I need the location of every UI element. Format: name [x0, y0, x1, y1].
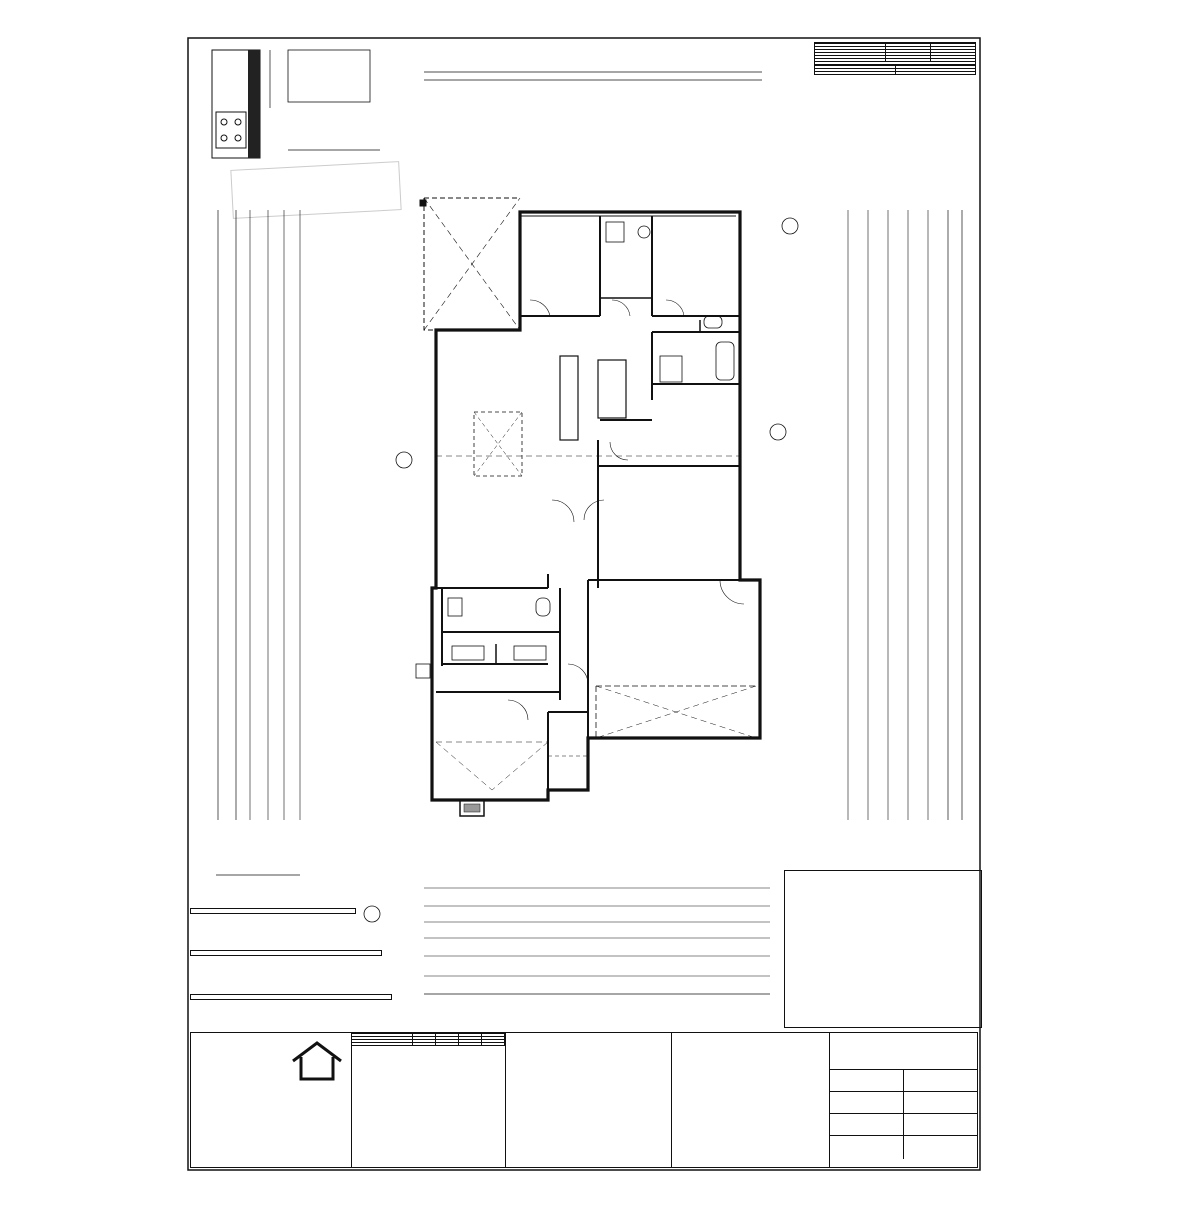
title-block	[190, 1032, 978, 1168]
client-panel	[671, 1033, 830, 1167]
note-home-owner	[190, 950, 382, 956]
rangehood-detail	[212, 50, 380, 158]
left-dimensions	[218, 210, 300, 820]
note-insulation	[190, 908, 356, 914]
signature-panel	[505, 1033, 672, 1167]
floor-plan-walls	[364, 198, 798, 922]
final-plans-stamp	[231, 162, 401, 219]
revision-panel	[351, 1033, 506, 1167]
right-dimensions	[848, 210, 962, 820]
company-logo-panel	[191, 1033, 352, 1167]
room-labels	[452, 646, 546, 660]
house-logo-icon	[287, 1039, 347, 1081]
areas-table	[814, 40, 976, 75]
bottom-dimensions	[424, 888, 770, 994]
roof-grid	[814, 65, 976, 75]
revision-table	[351, 1033, 505, 1046]
areas-grid	[814, 43, 976, 62]
notes-right	[784, 870, 982, 1028]
top-dimensions	[424, 72, 762, 80]
design-panel	[829, 1033, 977, 1167]
note-brickwork	[190, 994, 392, 1000]
